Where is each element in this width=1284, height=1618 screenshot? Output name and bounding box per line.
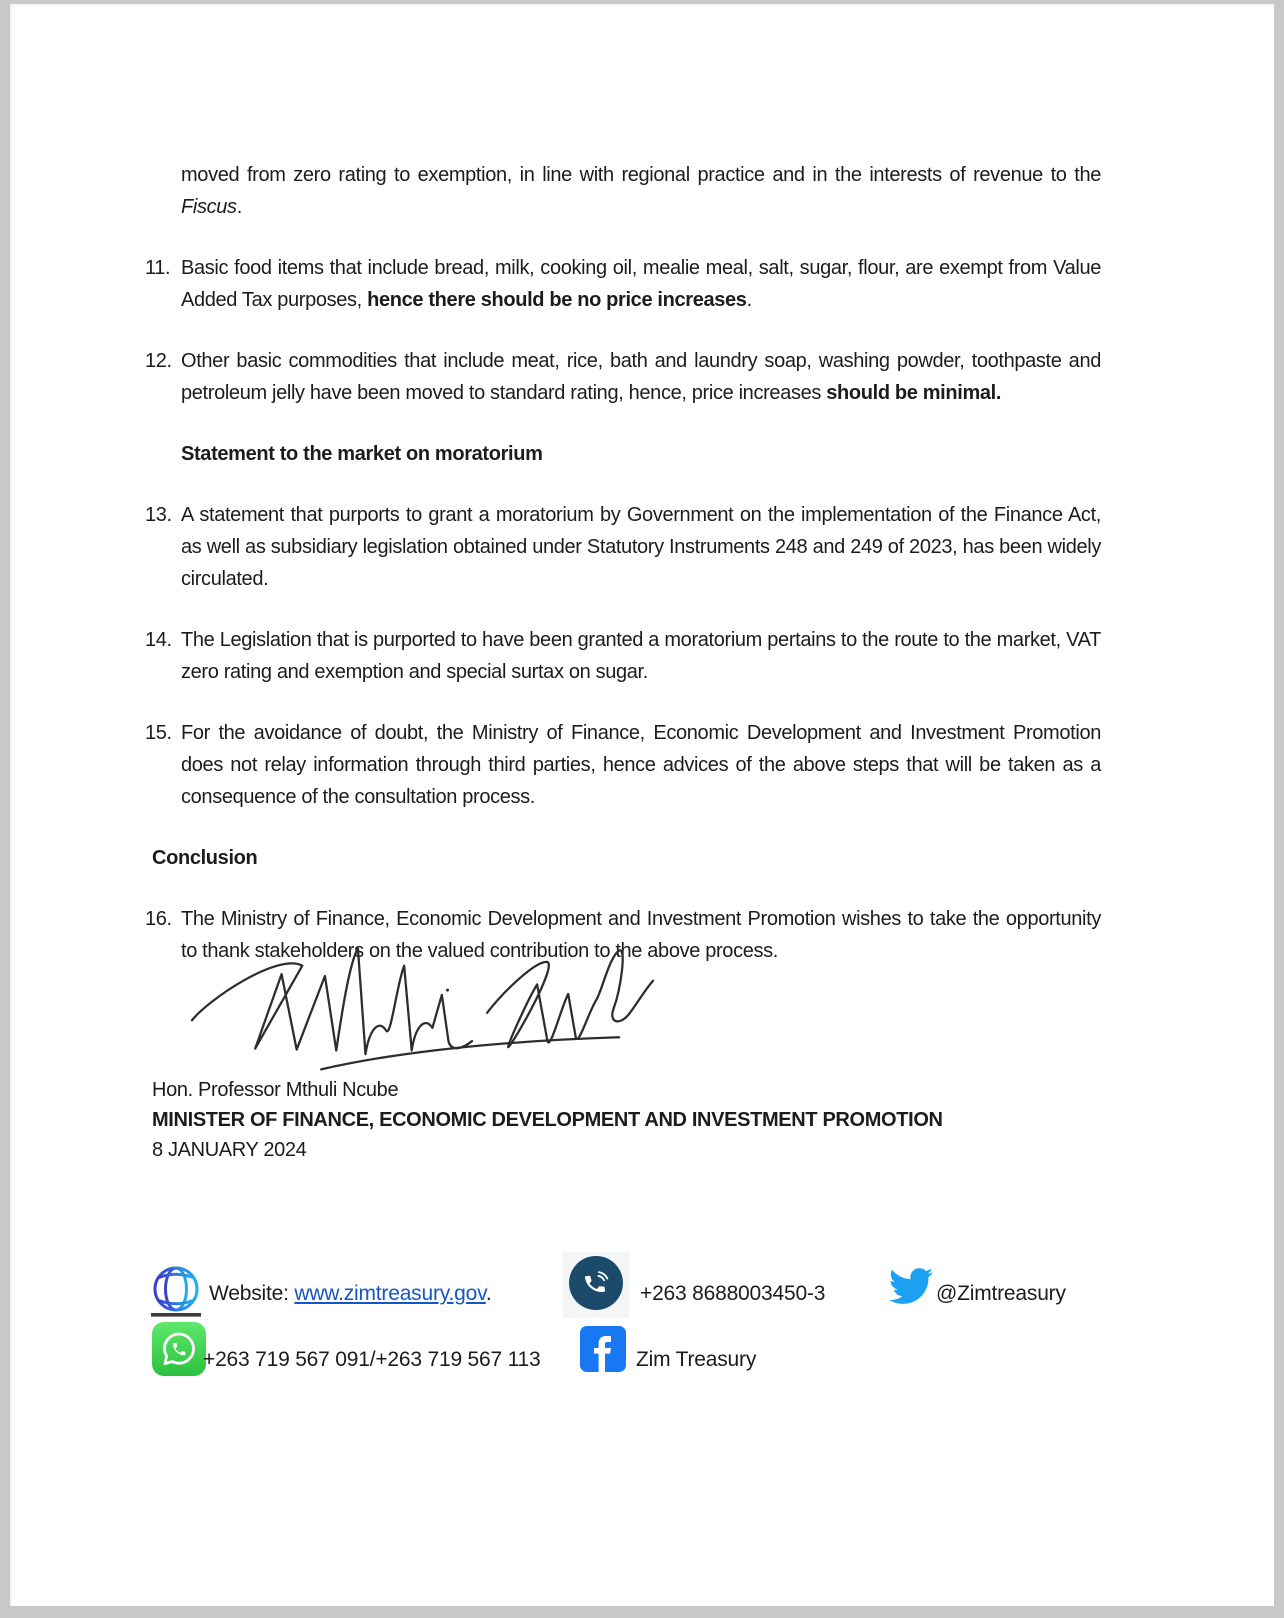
signature bbox=[173, 943, 673, 1075]
globe-icon bbox=[151, 1264, 203, 1330]
numbered-paragraph-15 bbox=[145, 717, 1101, 813]
paragraph-segment: . bbox=[746, 289, 752, 311]
paragraph-text: . bbox=[236, 196, 242, 218]
contact-footer bbox=[145, 1234, 1101, 1444]
whatsapp-icon bbox=[152, 1322, 206, 1386]
twitter-handle: @Zimtreasury bbox=[936, 1282, 1066, 1305]
section-heading-conclusion: Conclusion bbox=[152, 847, 258, 869]
signature-scribble bbox=[173, 943, 673, 1075]
bold-segment: hence there should be no price increases bbox=[367, 289, 747, 311]
paragraph-text bbox=[181, 717, 1101, 813]
website-line bbox=[209, 1278, 491, 1310]
paragraph-text bbox=[181, 499, 1101, 595]
signatory-name: Hon. Professor Mthuli Ncube bbox=[152, 1079, 399, 1101]
paragraph-segment: The Legislation that is purported to have been granted a moratorium pertains to the route to the market, VAT zero rating and exemption and special surtax on sugar. bbox=[181, 629, 1101, 683]
phone-icon bbox=[563, 1252, 629, 1328]
numbered-paragraph-12 bbox=[145, 345, 1101, 409]
phone-number: +263 8688003450-3 bbox=[640, 1282, 826, 1305]
list-number: 14. bbox=[145, 629, 172, 651]
list-number: 13. bbox=[145, 504, 172, 526]
paragraph-continuation bbox=[181, 159, 1101, 223]
signatory-date: 8 JANUARY 2024 bbox=[152, 1139, 307, 1161]
bold-segment: should be minimal. bbox=[826, 382, 1002, 404]
twitter-icon bbox=[886, 1264, 936, 1318]
paragraph-text bbox=[181, 624, 1101, 688]
paragraph-text: moved from zero rating to exemption, in line with regional practice and in the interests of revenue to the bbox=[181, 164, 1101, 186]
numbered-paragraph-11 bbox=[145, 252, 1101, 316]
facebook-name: Zim Treasury bbox=[636, 1348, 757, 1371]
list-number: 11. bbox=[145, 257, 171, 279]
paragraph-text bbox=[181, 252, 1101, 316]
signatory-block bbox=[152, 1075, 1101, 1165]
list-number: 12. bbox=[145, 350, 172, 372]
numbered-paragraph-14 bbox=[145, 624, 1101, 688]
signatory-title: MINISTER OF FINANCE, ECONOMIC DEVELOPMENT AND INVESTMENT PROMOTION bbox=[152, 1109, 943, 1131]
numbered-paragraph-13 bbox=[145, 499, 1101, 595]
paragraph-segment: A statement that purports to grant a moratorium by Government on the implementation of the Finance Act, as well as subsidiary legislation obtained under Statutory Instruments 248 and 249 of 2023, has been widely circulated. bbox=[181, 504, 1101, 590]
paragraph-segment: Basic food items that include bread, milk, cooking oil, mealie meal, salt, sugar, flour, are exempt from Value Added Tax purposes, bbox=[181, 257, 1101, 311]
paragraph-text bbox=[181, 345, 1101, 409]
document-body bbox=[145, 4, 1101, 1444]
paragraph-segment: For the avoidance of doubt, the Ministry of Finance, Economic Development and Investment Promotion does not relay information through third parties, hence advices of the above steps that will be taken as a consequence of the consultation process. bbox=[181, 722, 1101, 808]
facebook-icon bbox=[580, 1326, 626, 1382]
website-label: Website: bbox=[209, 1282, 295, 1305]
website-link[interactable]: www.zimtreasury.gov bbox=[294, 1282, 486, 1305]
website-suffix: . bbox=[485, 1282, 492, 1305]
list-number: 16. bbox=[145, 908, 172, 930]
whatsapp-numbers: +263 719 567 091/+263 719 567 113 bbox=[203, 1348, 541, 1371]
paragraph-segment: The Ministry of Finance, Economic Development and Investment Promotion wishes to take the opportunity to thank stakeholders on the valued contribution to the above process. bbox=[181, 908, 1101, 962]
paragraph-segment: Other basic commodities that include meat, rice, bath and laundry soap, washing powder, toothpaste and petroleum jelly have been moved to standard rating, hence, price increases bbox=[181, 350, 1101, 404]
document-page bbox=[10, 4, 1274, 1606]
section-heading-moratorium: Statement to the market on moratorium bbox=[181, 443, 543, 465]
list-number: 15. bbox=[145, 722, 172, 744]
italic-term: Fiscus bbox=[181, 196, 237, 218]
